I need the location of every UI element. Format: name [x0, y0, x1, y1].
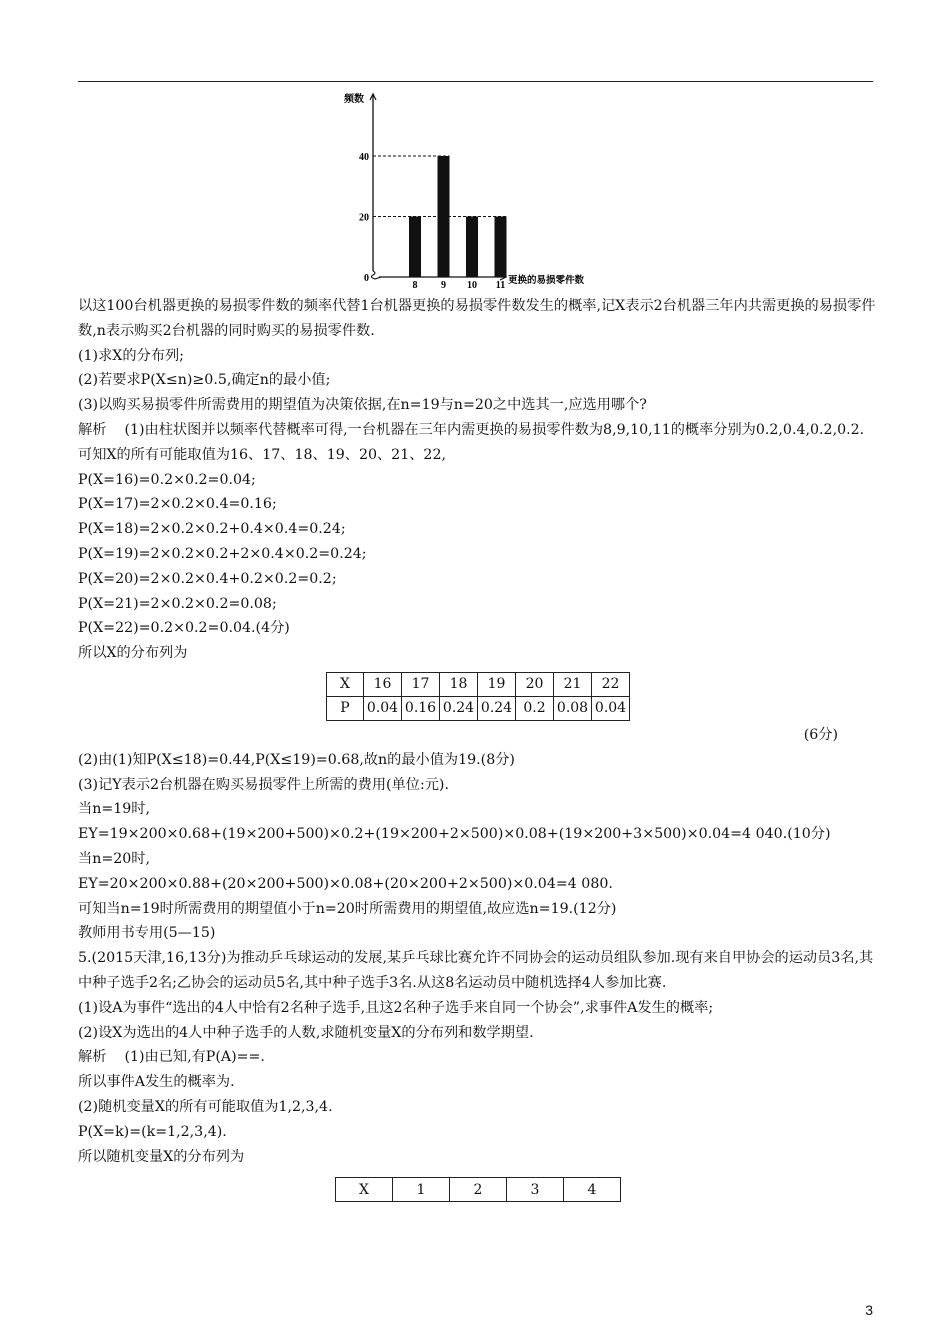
table-cell: 0.2: [516, 696, 554, 720]
solution-line: P(X=20)=2×0.2×0.4+0.2×0.2=0.2;: [78, 570, 337, 587]
table-cell: 3: [507, 1178, 564, 1202]
problem5-q1: (1)设A为事件“选出的4人中恰有2名种子选手,且这2名种子选手来自同一个协会”,求事件A发生的概率;: [78, 999, 714, 1016]
solution-label: 解析: [78, 421, 107, 438]
x-tick-label: 8: [412, 280, 418, 291]
table-cell: 2: [450, 1178, 507, 1202]
problem4-q3: (3)以购买易损零件所需费用的期望值为决策依据,在n=19与n=20之中选其一,应选用哪个?: [78, 397, 647, 414]
table-cell: 17: [402, 672, 440, 696]
document-body: [78, 294, 878, 1204]
table-cell: 0.04: [364, 696, 402, 720]
table-cell: X: [327, 672, 364, 696]
teacher-note: 教师用书专用(5—15): [78, 925, 216, 942]
solution-line: P(X=k)=(k=1,2,3,4).: [78, 1123, 227, 1140]
solution-line: P(X=19)=2×0.2×0.2+2×0.4×0.2=0.24;: [78, 545, 367, 562]
table-cell: X: [336, 1178, 393, 1202]
solution-line: 所以X的分布列为: [78, 645, 188, 662]
answer-line: 当n=20时,: [78, 850, 150, 867]
table-cell: 19: [478, 672, 516, 696]
answer-line: EY=19×200×0.68+(19×200+500)×0.2+(19×200+2×500)×0.08+(19×200+3×500)×0.04=4 040.(10分): [78, 826, 831, 843]
bar-chart: [330, 86, 620, 292]
table-cell: P: [327, 696, 364, 720]
table-row: [336, 1178, 621, 1202]
table-cell: 16: [364, 672, 402, 696]
y-tick-label: 20: [359, 212, 369, 224]
solution-line: 所以事件A发生的概率为.: [78, 1074, 235, 1091]
solution-label: 解析: [78, 1049, 107, 1066]
score-note: (6分): [803, 726, 838, 743]
solution-line: P(X=21)=2×0.2×0.2=0.08;: [78, 595, 277, 612]
table-cell: 0.16: [402, 696, 440, 720]
problem5-stem: 5.(2015天津,16,13分)为推动乒乓球运动的发展,某乒乓球比赛允许不同协会的运动员组队参加.现有来自甲协会的运动员3名,其中种子选手2名;乙协会的运动员5名,其中种子选手3名.从这8名运动员中随机选择4人参加比赛.: [78, 950, 874, 991]
bar: [409, 217, 421, 278]
solution-line: P(X=22)=0.2×0.2=0.04.(4分): [78, 620, 290, 637]
table-cell: 20: [516, 672, 554, 696]
header-rule: [78, 81, 873, 82]
distribution-table-x: [326, 672, 630, 721]
page-number: 3: [865, 1302, 873, 1318]
solution-line: 可知X的所有可能取值为16、17、18、19、20、21、22,: [78, 446, 446, 463]
problem4-q1: (1)求X的分布列;: [78, 347, 184, 364]
problem5-q2: (2)设X为选出的4人中种子选手的人数,求随机变量X的分布列和数学期望.: [78, 1024, 534, 1041]
y-axis-label: 频数: [344, 94, 364, 105]
table-cell: 4: [564, 1178, 621, 1202]
solution-line: P(X=16)=0.2×0.2=0.04;: [78, 471, 256, 488]
answer-line: (3)记Y表示2台机器在购买易损零件上所需的费用(单位:元).: [78, 776, 449, 793]
solution-line: P(X=18)=2×0.2×0.2+0.4×0.4=0.24;: [78, 521, 346, 538]
problem4-q2: (2)若要求P(X≤n)≥0.5,确定n的最小值;: [78, 372, 331, 389]
bar: [466, 217, 478, 278]
x-tick-label: 11: [495, 280, 506, 291]
problem4-solution-1: 解析 (1)由柱状图并以频率代替概率可得,一台机器在三年内需更换的易损零件数为8,9,10,11的概率分别为0.2,0.4,0.2,0.2.: [78, 421, 865, 438]
y-tick-label: 0: [364, 273, 369, 284]
answer-line: 可知当n=19时所需费用的期望值小于n=20时所需费用的期望值,故应选n=19.(12分): [78, 900, 617, 917]
table-cell: 1: [393, 1178, 450, 1202]
solution-line: (2)随机变量X的所有可能取值为1,2,3,4.: [78, 1098, 333, 1115]
table-cell: 0.24: [440, 696, 478, 720]
table-cell: 0.24: [478, 696, 516, 720]
problem4-intro: 以这100台机器更换的易损零件数的频率代替1台机器更换的易损零件数发生的概率,记X表示2台机器三年内共需更换的易损零件数,n表示购买2台机器的同时购买的易损零件数.: [78, 298, 876, 339]
x-axis-label: 更换的易损零件数: [508, 276, 585, 286]
bar: [495, 217, 507, 278]
axis-break: [371, 271, 381, 279]
distribution-table-x-problem5: [335, 1177, 621, 1202]
table-cell: 18: [440, 672, 478, 696]
answer-line: 当n=19时,: [78, 801, 150, 818]
table-cell: 21: [554, 672, 592, 696]
problem5-solution-1: 解析 (1)由已知,有P(A)==.: [78, 1049, 265, 1066]
x-tick-label: 10: [467, 280, 477, 291]
answer-line: EY=20×200×0.88+(20×200+500)×0.08+(20×200+2×500)×0.04=4 080.: [78, 875, 613, 892]
table-cell: 0.08: [554, 696, 592, 720]
table-row: [327, 696, 630, 720]
x-tick-label: 9: [441, 280, 446, 291]
solution-line: 所以随机变量X的分布列为: [78, 1148, 245, 1165]
solution-line: P(X=17)=2×0.2×0.4=0.16;: [78, 496, 277, 513]
table-cell: 22: [592, 672, 630, 696]
answer-line: (2)由(1)知P(X≤18)=0.44,P(X≤19)=0.68,故n的最小值为19.(8分): [78, 751, 515, 768]
table-cell: 0.04: [592, 696, 630, 720]
y-tick-label: 40: [359, 152, 369, 163]
table-row: [327, 672, 630, 696]
